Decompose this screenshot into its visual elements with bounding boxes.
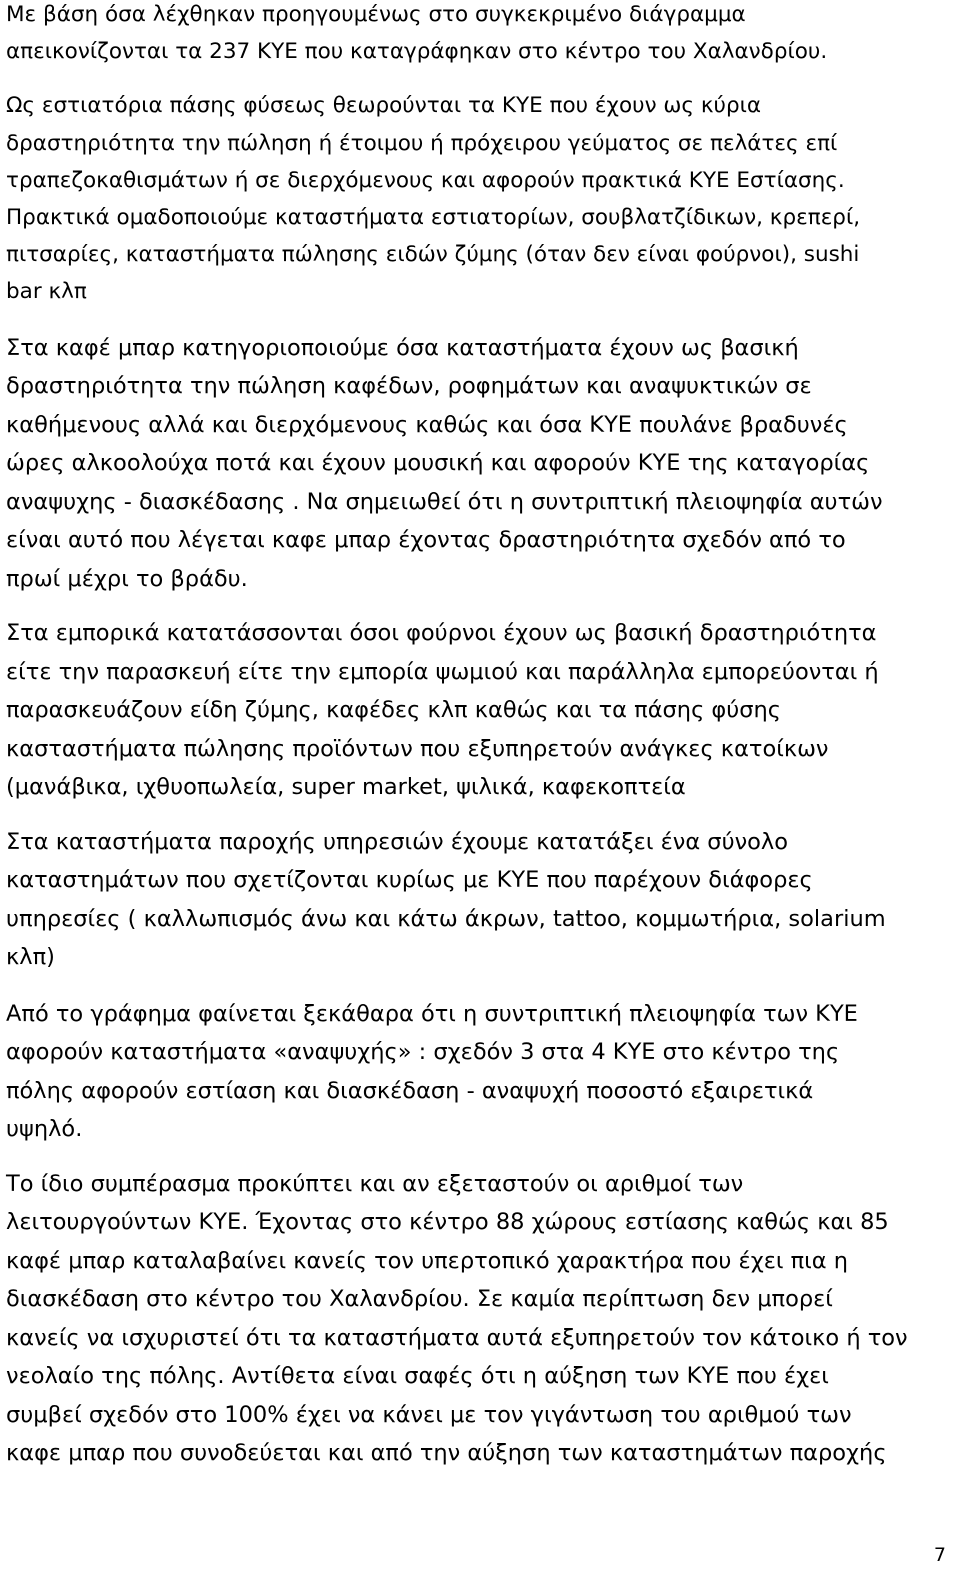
- text-line: λειτουργούντων ΚΥΕ. Έχοντας στο κέντρο 88 χώρους εστίασης καθώς και 85: [6, 1209, 889, 1235]
- text-line: κασταστήματα πώλησης προϊόντων που εξυπηρετούν ανάγκες κατοίκων: [6, 735, 829, 762]
- text-line: δραστηριότητα την πώληση καφέδων, ροφημάτων και αναψυκτικών σε: [6, 373, 812, 399]
- text-line: αναψυχης - διασκέδασης . Να σημειωθεί ότι η συντριπτική πλειοψηφία αυτών: [6, 488, 883, 515]
- text-line: Από το γράφημα φαίνεται ξεκάθαρα ότι η συντριπτική πλειοψηφία των ΚΥΕ: [6, 1000, 858, 1027]
- text-line: δραστηριότητα την πώληση ή έτοιμου ή πρόχειρου γεύματος σε πελάτες επί: [6, 130, 838, 156]
- paragraph-restaurants: [6, 87, 950, 310]
- paragraph-services: [6, 823, 950, 977]
- text-line: πρωί μέχρι το βράδυ.: [6, 565, 248, 592]
- text-line: αφορούν καταστήματα «αναψυχής» : σχεδόν 3 στα 4 ΚΥΕ στο κέντρο της: [6, 1039, 840, 1065]
- page-number: 7: [933, 1544, 946, 1566]
- text-line: νεολαίο της πόλης. Αντίθετα είναι σαφές ότι η αύξηση των ΚΥΕ που έχει: [6, 1363, 829, 1389]
- text-line: διασκέδαση στο κέντρο του Χαλανδρίου. Σε καμία περίπτωση δεν μπορεί: [6, 1286, 833, 1312]
- paragraph-cafe-bars: [6, 329, 950, 599]
- paragraph-intro: [6, 0, 950, 70]
- text-line: Με βάση όσα λέχθηκαν προηγουμένως στο συγκεκριμένο διάγραμμα: [6, 2, 746, 27]
- document-page: [6, 0, 950, 1473]
- text-line: Το ίδιο συμπέρασμα προκύπτει και αν εξεταστούν οι αριθμοί των: [6, 1170, 744, 1197]
- text-line: Στα καφέ μπαρ κατηγοριοποιούμε όσα καταστήματα έχουν ως βασική: [6, 334, 799, 361]
- text-line: (μανάβικα, ιχθυοπωλεία, super market, ψιλικά, καφεκοπτεία: [6, 774, 686, 800]
- text-line: τραπεζοκαθισμάτων ή σε διερχόμενους και αφορούν πρακτικά ΚΥΕ Εστίασης.: [6, 167, 845, 193]
- text-line: καφέ μπαρ καταλαβαίνει κανείς τον υπερτοπικό χαρακτήρα που έχει πια η: [6, 1247, 849, 1274]
- text-line: πόλης αφορούν εστίαση και διασκέδαση - αναψυχή ποσοστό εξαιρετικά: [6, 1077, 814, 1104]
- text-line: καταστημάτων που σχετίζονται κυρίως με ΚΥΕ που παρέχουν διάφορες: [6, 867, 813, 893]
- text-line: κλπ): [6, 944, 55, 970]
- text-line: ώρες αλκοολούχα ποτά και έχουν μουσική και αφορούν ΚΥΕ της καταγορίας: [6, 450, 870, 476]
- text-line: Στα καταστήματα παροχής υπηρεσιών έχουμε κατατάξει ένα σύνολο: [6, 828, 789, 855]
- text-line: Στα εμπορικά κατατάσσονται όσοι φούρνοι έχουν ως βασική δραστηριότητα: [6, 620, 877, 646]
- text-line: υπηρεσίες ( καλλωπισμός άνω και κάτω άκρων, tattoo, κομμωτήρια, solarium: [6, 905, 886, 932]
- paragraph-conclusion: [6, 1165, 950, 1473]
- text-line: παρασκευάζουν είδη ζύμης, καφέδες κλπ καθώς και τα πάσης φύσης: [6, 697, 782, 723]
- text-line: καθήμενους αλλά και διερχόμενους καθώς και όσα ΚΥΕ πουλάνε βραδυνές: [6, 411, 848, 438]
- text-line: πιτσαρίες, καταστήματα πώλησης ειδών ζύμης (όταν δεν είναι φούρνοι), sushi: [6, 242, 860, 268]
- text-line: είτε την παρασκευή είτε την εμπορία ψωμιού και παράλληλα εμπορεύονται ή: [6, 658, 879, 685]
- text-line: είναι αυτό που λέγεται καφε μπαρ έχοντας δραστηριότητα σχεδόν από το: [6, 527, 846, 553]
- text-line: απεικονίζονται τα 237 ΚΥΕ που καταγράφηκαν στο κέντρο του Χαλανδρίου.: [6, 38, 828, 64]
- text-line: κανείς να ισχυριστεί ότι τα καταστήματα αυτά εξυπηρετούν τον κάτοικο ή τον: [6, 1324, 908, 1351]
- text-line: υψηλό.: [6, 1116, 83, 1142]
- paragraph-commercial: [6, 614, 950, 807]
- text-line: bar κλπ: [6, 279, 87, 305]
- text-line: καφε μπαρ που συνοδεύεται και από την αύξηση των καταστημάτων παροχής: [6, 1440, 887, 1466]
- text-line: Ως εστιατόρια πάσης φύσεως θεωρούνται τα ΚΥΕ που έχουν ως κύρια: [6, 93, 762, 119]
- text-line: συμβεί σχεδόν στο 100% έχει να κάνει με τον γιγάντωση του αριθμού των: [6, 1401, 852, 1428]
- paragraph-chart-findings: [6, 995, 950, 1149]
- text-line: Πρακτικά ομαδοποιούμε καταστήματα εστιατορίων, σουβλατζίδικων, κρεπερί,: [6, 204, 861, 230]
